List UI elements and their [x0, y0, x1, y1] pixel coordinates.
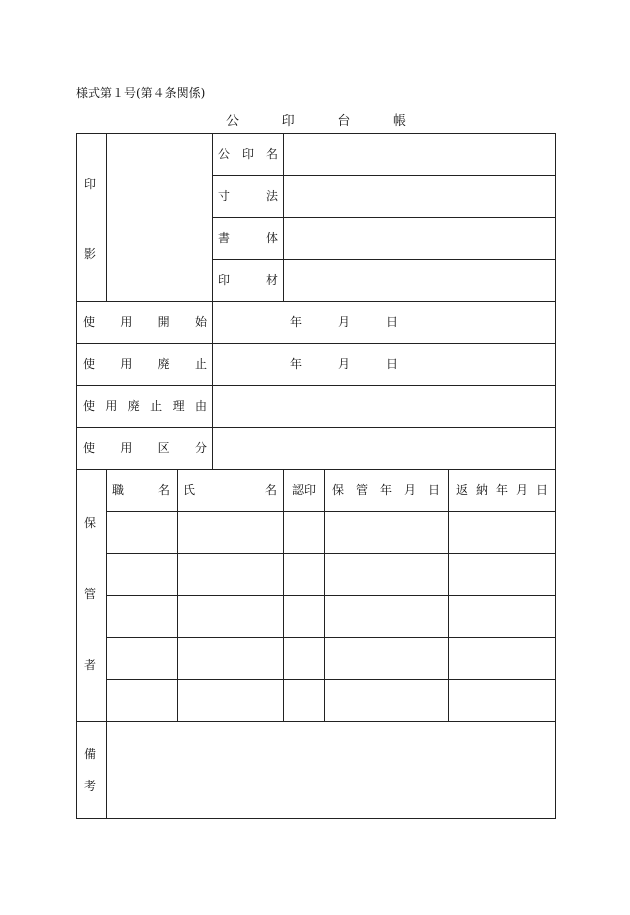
label-char: 公 — [218, 147, 231, 161]
label-char: 用 — [120, 315, 133, 329]
column-header-seal-stamp — [292, 483, 316, 497]
label-char: 止 — [194, 357, 207, 371]
label-char: 分 — [194, 441, 207, 455]
remarks-label-2: 考 — [84, 779, 97, 793]
label-char: 理 — [172, 399, 185, 413]
label-char: 用 — [120, 357, 133, 371]
custodian-label-3: 者 — [84, 658, 97, 672]
label-char: 体 — [265, 231, 278, 245]
field-label-dimensions — [218, 189, 278, 203]
label-char: 印 — [304, 483, 317, 497]
label-char: 納 — [475, 483, 488, 497]
field-label-seal-material — [218, 273, 278, 287]
label-char: 氏 — [183, 483, 196, 497]
label-char: 区 — [157, 441, 170, 455]
label-char: 月 — [403, 483, 416, 497]
label-char: 由 — [194, 399, 207, 413]
label-char: 印 — [241, 147, 254, 161]
label-char: 使 — [83, 399, 96, 413]
label-char: 認 — [292, 483, 305, 497]
label-char: 名 — [157, 483, 170, 497]
form-number: 様式第１号(第４条関係) — [76, 86, 206, 100]
label-char: 年 — [495, 483, 508, 497]
usage-abolish-label — [83, 357, 207, 371]
field-label-typeface — [218, 231, 278, 245]
label-char: 廃 — [157, 357, 170, 371]
column-header-custody-date — [332, 483, 440, 497]
seal-impression-label-top: 印 — [84, 177, 97, 191]
label-char: 名 — [264, 483, 277, 497]
custodian-label-2: 管 — [84, 587, 97, 601]
label-char: 名 — [265, 147, 278, 161]
usage-category-label — [83, 441, 207, 455]
document-title — [76, 110, 556, 129]
label-char: 用 — [105, 399, 118, 413]
remarks-label-1: 備 — [84, 747, 97, 761]
label-char: 日 — [535, 483, 548, 497]
label-char: 職 — [112, 483, 125, 497]
label-char: 法 — [265, 189, 278, 203]
title-char: 公 — [226, 114, 240, 129]
label-char: 月 — [515, 483, 528, 497]
label-char: 印 — [218, 273, 231, 287]
usage-abolish-reason-label — [83, 399, 207, 413]
usage-abolish-day: 日 — [386, 357, 399, 371]
label-char: 用 — [120, 441, 133, 455]
label-char: 書 — [218, 231, 231, 245]
label-char: 開 — [157, 315, 170, 329]
label-char: 日 — [427, 483, 440, 497]
label-char: 保 — [332, 483, 345, 497]
title-char: 台 — [337, 114, 351, 129]
label-char: 管 — [355, 483, 368, 497]
usage-start-label — [83, 315, 207, 329]
label-char: 材 — [265, 273, 278, 287]
label-char: 使 — [83, 357, 96, 371]
label-char: 年 — [379, 483, 392, 497]
label-char: 使 — [83, 315, 96, 329]
usage-start-day: 日 — [386, 315, 399, 329]
label-char: 止 — [150, 399, 163, 413]
seal-ledger-table — [76, 133, 556, 819]
column-header-name — [183, 483, 277, 497]
label-char: 廃 — [127, 399, 140, 413]
custodian-label-1: 保 — [84, 516, 97, 530]
usage-abolish-year: 年 — [290, 357, 303, 371]
usage-start-month: 月 — [338, 315, 351, 329]
usage-start-year: 年 — [290, 315, 303, 329]
usage-abolish-month: 月 — [338, 357, 351, 371]
title-char: 帳 — [392, 114, 406, 129]
label-char: 使 — [83, 441, 96, 455]
label-char: 始 — [194, 315, 207, 329]
column-header-position — [112, 483, 170, 497]
label-char: 寸 — [218, 189, 231, 203]
title-char: 印 — [281, 114, 295, 129]
seal-impression-box[interactable] — [107, 134, 212, 301]
field-label-seal-name — [218, 147, 278, 161]
column-header-return-date — [456, 483, 548, 497]
label-char: 返 — [456, 483, 469, 497]
seal-impression-label-bottom: 影 — [84, 247, 97, 261]
